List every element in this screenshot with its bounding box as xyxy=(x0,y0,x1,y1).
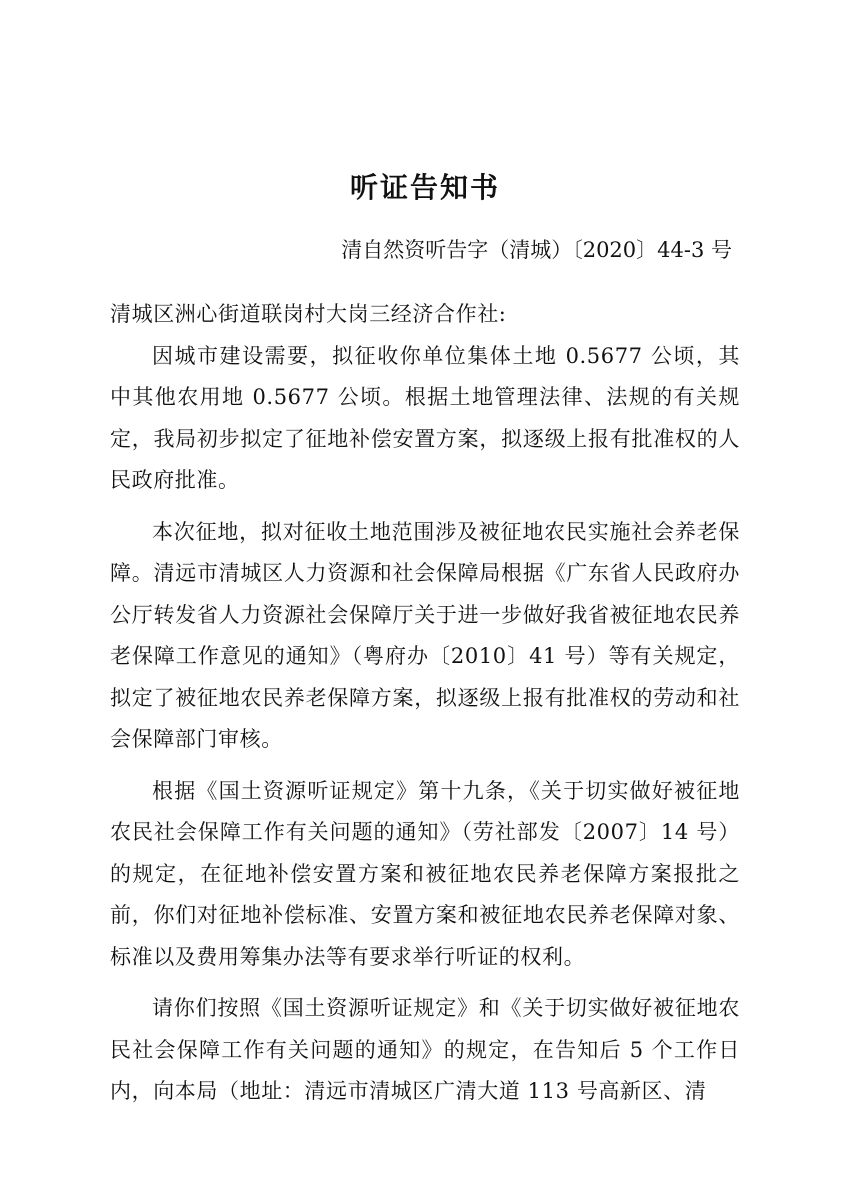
document-body xyxy=(110,294,740,1123)
paragraph-2: 本次征地，拟对征收土地范围涉及被征地农民实施社会养老保障。清远市清城区人力资源和社会保障局根据《广东省人民政府办公厅转发省人力资源社会保障厅关于进一步做好我省被征地农民养老保障工作意见的通知》（粤府办〔2010〕41 号）等有关规定，拟定了被征地农民养老保障方案，拟逐级上报有批准权的劳动和社会保障部门审核。 xyxy=(110,519,740,751)
paragraph-3: 根据《国土资源听证规定》第十九条，《关于切实做好被征地农民社会保障工作有关问题的通知》（劳社部发〔2007〕14 号）的规定，在征地补偿安置方案和被征地农民养老保障方案报批之前，你们对征地补偿标准、安置方案和被征地农民养老保障对象、标准以及费用筹集办法等有要求举行听证的权利。 xyxy=(110,778,740,969)
salutation: 清城区洲心街道联岗村大岗三经济合作社: xyxy=(110,302,507,326)
document-number: 清自然资听告字（清城）〔2020〕44-3 号 xyxy=(341,238,732,262)
paragraph-4: 请你们按照《国土资源听证规定》和《关于切实做好被征地农民社会保障工作有关问题的通知》的规定，在告知后 5 个工作日内，向本局（地址：清远市清城区广清大道 113 号高新区、清 xyxy=(110,996,740,1103)
paragraph-1: 因城市建设需要，拟征收你单位集体土地 0.5677 公顷，其中其他农用地 0.5677 公顷。根据土地管理法律、法规的有关规定，我局初步拟定了征地补偿安置方案，拟逐级上报有批准权的人民政府批准。 xyxy=(110,343,740,492)
document-title: 听证告知书 xyxy=(349,171,500,204)
